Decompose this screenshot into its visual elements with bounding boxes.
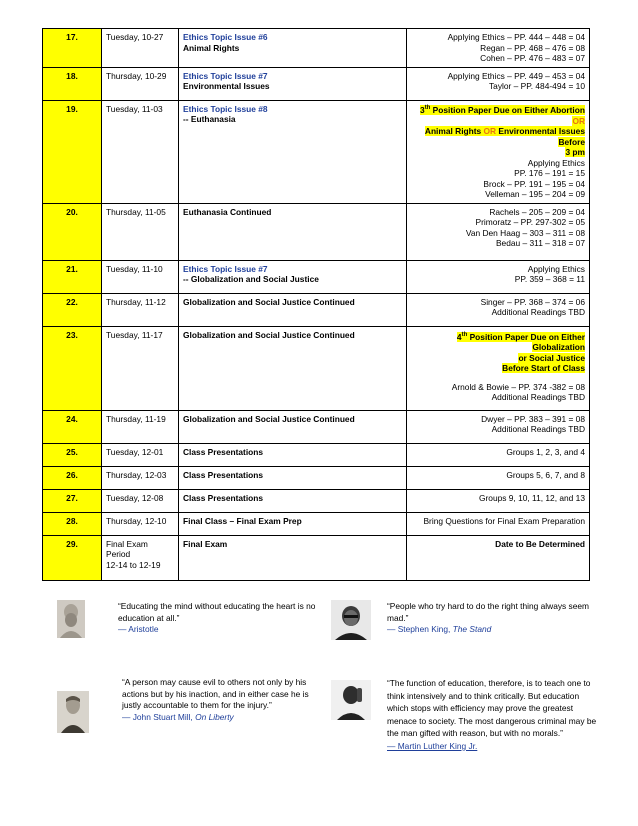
class-number: 17.: [43, 29, 102, 68]
paper-due-notice: [411, 126, 585, 147]
due-text: Animal Rights: [424, 126, 484, 137]
date-line: Thursday, 11-12: [106, 296, 166, 307]
class-number: 22.: [43, 293, 102, 326]
class-topic: [179, 466, 407, 489]
topic-title: Ethics Topic Issue #7: [183, 263, 268, 274]
due-text: th: [461, 331, 468, 338]
due-text: Position Paper Due on Either Globalization: [467, 331, 585, 353]
topic-title: Euthanasia Continued: [183, 206, 272, 217]
quote-source: ― Aristotle: [118, 624, 159, 634]
paper-due-notice: [411, 330, 585, 353]
john-stuart-mill-portrait: [57, 691, 89, 733]
reading-line: Additional Readings TBD: [491, 392, 585, 403]
class-date: [102, 512, 179, 535]
class-date: [102, 326, 179, 410]
date-line: Period: [106, 549, 131, 560]
quote-source-work: The Stand: [452, 624, 492, 634]
schedule-table: [42, 28, 590, 581]
due-text: Environmental Issues Before: [496, 126, 585, 147]
reading-line: Brock – PP. 191 – 195 = 04: [483, 178, 585, 189]
quote-aristotle: [118, 601, 318, 636]
reading-line: Applying Ethics – PP. 449 – 453 = 04: [447, 70, 585, 81]
quote-text: “Educating the mind without educating the heart is no education at all.”: [118, 601, 316, 623]
reading-line: Taylor – PP. 484-494 = 10: [489, 81, 585, 91]
schedule-row: [43, 203, 590, 260]
class-number: 23.: [43, 326, 102, 410]
reading-line: Cohen – PP. 476 – 483 = 07: [480, 53, 585, 63]
date-line: Thursday, 11-05: [106, 206, 166, 217]
class-number: 21.: [43, 260, 102, 293]
due-text: th: [424, 105, 431, 112]
class-date: [102, 67, 179, 100]
due-text: or Social Justice: [518, 352, 585, 363]
reading-line: Date to Be Determined: [495, 538, 585, 549]
reading-line: Additional Readings TBD: [491, 424, 585, 435]
date-line: Tuesday, 12-08: [106, 492, 164, 503]
topic-title: Class Presentations: [183, 492, 264, 503]
date-line: Tuesday, 11-17: [106, 329, 163, 340]
schedule-row: [43, 293, 590, 326]
reading-line: Groups 9, 10, 11, 12, and 13: [478, 492, 585, 503]
reading-line: Additional Readings TBD: [491, 307, 585, 318]
topic-title: Ethics Topic Issue #6: [183, 32, 268, 42]
class-readings: [407, 67, 590, 100]
quote-text: “A person may cause evil to others not only by his actions but by his inaction, and in either case he is justly accountable to them for the injury.”: [122, 677, 309, 710]
paper-due-notice: [411, 147, 585, 158]
quote-source-author: ― Stephen King,: [387, 624, 453, 634]
class-readings: [407, 512, 590, 535]
quote-source: ― Martin Luther King Jr.: [387, 740, 478, 751]
quote-source: [387, 624, 597, 636]
reading-line: Regan – PP. 468 – 476 = 08: [480, 42, 585, 53]
quote-text: “People who try hard to do the right thing always seem mad.”: [387, 601, 590, 623]
date-line: Tuesday, 10-27: [106, 32, 164, 42]
class-number: 26.: [43, 466, 102, 489]
class-readings: [407, 410, 590, 443]
reading-line: Groups 1, 2, 3, and 4: [506, 446, 585, 457]
topic-title: Globalization and Social Justice Continued: [183, 296, 355, 307]
class-topic: [179, 100, 407, 203]
class-number: 20.: [43, 203, 102, 260]
class-topic: [179, 29, 407, 68]
quote-text: “The function of education, therefore, is to teach one to think intensively and to think critically. But education which stops with efficiency may prove the greatest menace to society. The most dangerous criminal may be the man gifted with reason, but with no morals.”: [387, 678, 597, 739]
class-readings: [407, 293, 590, 326]
schedule-row: [43, 67, 590, 100]
schedule-row: [43, 100, 590, 203]
class-date: [102, 535, 179, 580]
reading-line: Velleman – 195 – 204 = 09: [485, 189, 585, 200]
date-line: Thursday, 10-29: [106, 70, 167, 81]
class-date: [102, 293, 179, 326]
or-emphasis: OR: [572, 115, 585, 126]
class-topic: [179, 443, 407, 466]
date-line: Tuesday, 11-10: [106, 263, 163, 274]
reading-line: Applying Ethics – PP. 444 – 448 = 04: [447, 32, 585, 42]
topic-subtitle: -- Euthanasia: [183, 114, 236, 124]
topic-subtitle: Environmental Issues: [183, 81, 270, 91]
paper-due-notice: [411, 104, 585, 127]
quote-source: [122, 712, 320, 724]
class-date: [102, 489, 179, 512]
class-readings: [407, 466, 590, 489]
reading-line: Bedau – 311 – 318 = 07: [495, 238, 585, 249]
class-readings: [407, 260, 590, 293]
class-topic: [179, 489, 407, 512]
date-line: Thursday, 12-10: [106, 515, 167, 526]
quote-mlk: [387, 677, 597, 753]
class-date: [102, 466, 179, 489]
reading-line: Rachels – 205 – 209 = 04: [489, 206, 585, 217]
martin-luther-king-photo: [331, 680, 371, 720]
class-readings: [407, 100, 590, 203]
aristotle-portrait: [57, 600, 85, 638]
schedule-row: [43, 443, 590, 466]
date-line: 12-14 to 12-19: [106, 559, 161, 570]
class-topic: [179, 67, 407, 100]
date-line: Tuesday, 12-01: [106, 446, 164, 457]
reading-line: Van Den Haag – 303 – 311 = 08: [465, 227, 585, 238]
paper-due-notice: [411, 353, 585, 364]
spacer: [411, 374, 585, 382]
date-line: Final Exam: [106, 538, 148, 549]
class-readings: [407, 29, 590, 68]
reading-line: PP. 359 – 368 = 11: [514, 274, 585, 285]
class-number: 28.: [43, 512, 102, 535]
schedule-row: [43, 410, 590, 443]
stephen-king-photo: [331, 600, 371, 640]
quote-stephen-king: [387, 601, 597, 636]
class-date: [102, 260, 179, 293]
topic-title: Ethics Topic Issue #7: [183, 70, 268, 81]
class-number: 25.: [43, 443, 102, 466]
topic-title: Class Presentations: [183, 469, 264, 480]
class-number: 27.: [43, 489, 102, 512]
class-topic: [179, 203, 407, 260]
reading-line: Applying Ethics: [527, 157, 585, 168]
class-readings: [407, 443, 590, 466]
quote-source-work: On Liberty: [195, 711, 234, 722]
class-readings: [407, 535, 590, 580]
class-date: [102, 410, 179, 443]
date-line: Tuesday, 11-03: [106, 103, 163, 114]
class-date: [102, 203, 179, 260]
date-line: Thursday, 11-19: [106, 413, 166, 424]
schedule-row: [43, 326, 590, 410]
class-number: 19.: [43, 100, 102, 203]
schedule-row: [43, 512, 590, 535]
schedule-row: [43, 466, 590, 489]
class-topic: [179, 410, 407, 443]
due-text: Position Paper Due on Either Abortion: [430, 105, 585, 116]
topic-title: Final Class – Final Exam Prep: [183, 515, 302, 526]
topic-title: Ethics Topic Issue #8: [183, 103, 268, 114]
reading-line: Arnold & Bowie – PP. 374 -382 = 08: [451, 381, 585, 392]
topic-title: Globalization and Social Justice Continued: [183, 413, 355, 424]
class-readings: [407, 326, 590, 410]
class-topic: [179, 293, 407, 326]
topic-subtitle: -- Globalization and Social Justice: [183, 274, 319, 285]
reading-line: Primoratz – PP. 297-302 = 05: [475, 217, 585, 228]
date-line: Thursday, 12-03: [106, 469, 167, 480]
reading-line: PP. 176 – 191 = 15: [514, 168, 585, 179]
paper-due-notice: [411, 363, 585, 374]
topic-title: Globalization and Social Justice Continued: [183, 329, 355, 340]
schedule-row: [43, 535, 590, 580]
reading-line: Bring Questions for Final Exam Preparation: [423, 515, 585, 526]
class-readings: [407, 489, 590, 512]
quote-mill: [122, 677, 320, 723]
reading-line: Applying Ethics: [527, 263, 585, 274]
class-topic: [179, 512, 407, 535]
reading-line: Dwyer – PP. 383 – 391 = 08: [481, 413, 585, 424]
reading-line: Singer – PP. 368 – 374 = 06: [480, 296, 585, 307]
topic-subtitle: Animal Rights: [183, 42, 240, 53]
or-emphasis: OR: [483, 126, 497, 137]
reading-line: Groups 5, 6, 7, and 8: [506, 469, 585, 480]
schedule-row: [43, 489, 590, 512]
class-topic: [179, 326, 407, 410]
class-topic: [179, 260, 407, 293]
due-text: 4: [456, 331, 462, 342]
topic-title: Class Presentations: [183, 446, 264, 457]
class-number: 18.: [43, 67, 102, 100]
due-text: Before Start of Class: [502, 363, 585, 374]
due-text: 3 pm: [565, 147, 585, 158]
class-date: [102, 29, 179, 68]
class-date: [102, 443, 179, 466]
class-number: 24.: [43, 410, 102, 443]
class-number: 29.: [43, 535, 102, 580]
class-date: [102, 100, 179, 203]
class-topic: [179, 535, 407, 580]
schedule-row: [43, 260, 590, 293]
quote-source-author: ― John Stuart Mill,: [122, 711, 196, 722]
topic-title: Final Exam: [183, 538, 228, 549]
due-text: 3: [420, 105, 425, 116]
schedule-row: [43, 29, 590, 68]
class-readings: [407, 203, 590, 260]
